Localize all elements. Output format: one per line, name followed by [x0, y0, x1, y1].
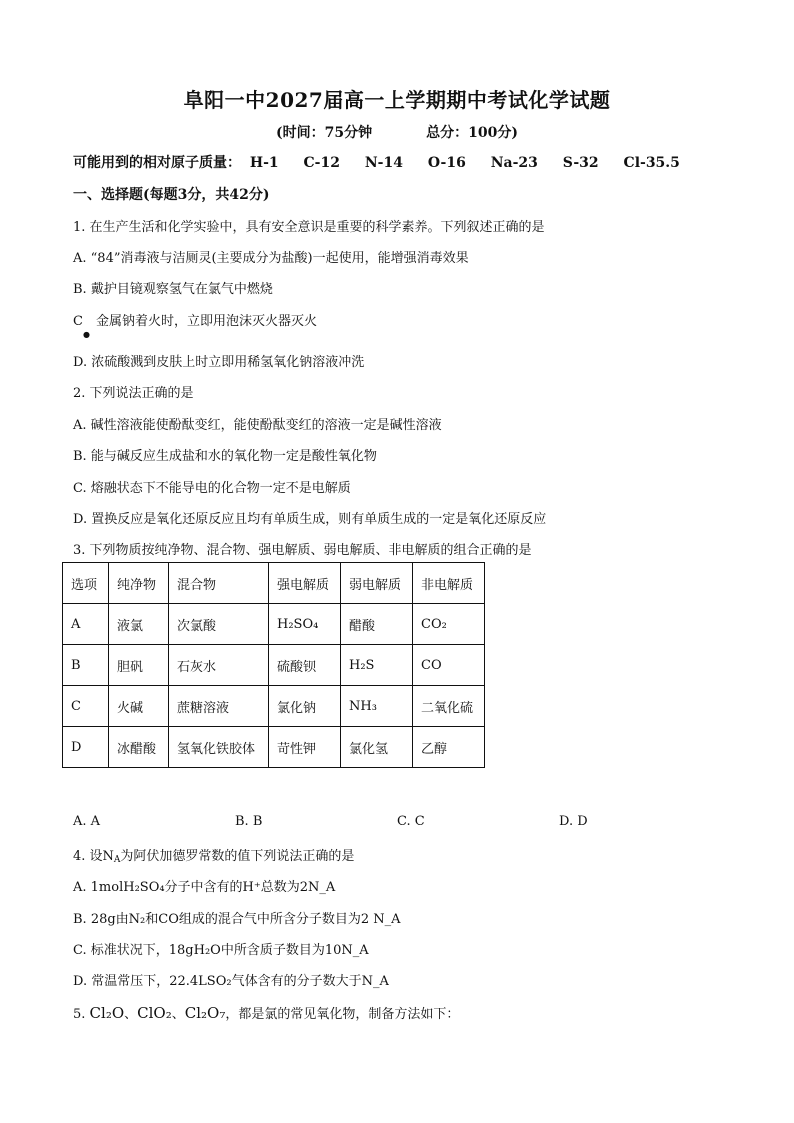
- question-1-option-b: B. 戴护目镜观察氢气在氯气中燃烧: [73, 282, 273, 297]
- exam-time: (时间：75分钟: [276, 125, 373, 141]
- question-4-stem-pre: 4. 设N: [73, 849, 114, 864]
- table-header: 选项: [63, 563, 109, 604]
- question-4-stem: [73, 845, 354, 865]
- question-4-option-c: C. 标准状况下，18gH₂O中所含质子数目为10N_A: [73, 943, 369, 958]
- table-cell: 液氯: [109, 604, 169, 645]
- mass-o: O-16: [427, 155, 466, 171]
- question-4-option-d: D. 常温常压下，22.4LSO₂气体含有的分子数大于N_A: [73, 974, 389, 989]
- table-cell: 火碱: [109, 686, 169, 727]
- question-5-number: 5.: [73, 1007, 86, 1022]
- question-1-option-c: C 金属钠着火时，立即用泡沫灭火器灭火: [73, 314, 317, 329]
- page-title: 阜阳一中2027届高一上学期期中考试化学试题: [183, 88, 611, 112]
- table-header: 非电解质: [413, 563, 485, 604]
- exam-total-score: 总分：100分): [426, 125, 518, 141]
- table-row: [63, 686, 485, 727]
- formula-clo2: ClO₂: [137, 1004, 172, 1022]
- table-cell: C: [63, 686, 109, 727]
- atomic-masses-label: 可能用到的相对原子质量：: [73, 155, 241, 171]
- question-4-stem-post: 为阿伏加德罗常数的值下列说法正确的是: [120, 849, 355, 864]
- question-1-stem: 1. 在生产生活和化学实验中，具有安全意识是重要的科学素养。下列叙述正确的是: [73, 220, 545, 235]
- table-header: 混合物: [169, 563, 269, 604]
- separator: 、: [124, 1007, 138, 1022]
- options-table: [62, 562, 485, 768]
- table-cell: H₂S: [341, 645, 413, 686]
- formula-cl2o7: Cl₂O₇: [184, 1004, 226, 1022]
- table-cell: 苛性钾: [269, 727, 341, 768]
- answer-b: B. B: [235, 814, 263, 829]
- table-cell: CO: [413, 645, 485, 686]
- question-4-option-b: B. 28g由N₂和CO组成的混合气中所含分子数目为2 N_A: [73, 912, 401, 927]
- table-row: [63, 645, 485, 686]
- question-1-option-a: A. “84”消毒液与洁厕灵(主要成分为盐酸)一起使用，能增强消毒效果: [73, 251, 469, 266]
- dot-mark: ●: [83, 330, 90, 339]
- table-cell: A: [63, 604, 109, 645]
- table-cell: 石灰水: [169, 645, 269, 686]
- exam-info: [0, 122, 794, 142]
- table-cell: 蔗糖溶液: [169, 686, 269, 727]
- mass-cl: Cl-35.5: [623, 155, 680, 171]
- table-cell: 氯化钠: [269, 686, 341, 727]
- table-cell: 乙醇: [413, 727, 485, 768]
- separator: 、: [171, 1007, 185, 1022]
- table-cell: CO₂: [413, 604, 485, 645]
- question-4-stem-sub: A: [113, 855, 121, 865]
- atomic-masses: [73, 152, 700, 172]
- table-cell: 硫酸钡: [269, 645, 341, 686]
- table-row: [63, 604, 485, 645]
- table-cell: 胆矾: [109, 645, 169, 686]
- section-heading: 一、选择题(每题3分，共42分): [73, 187, 270, 203]
- question-4-option-a: A. 1molH₂SO₄分子中含有的H⁺总数为2N_A: [73, 880, 336, 895]
- table-cell: B: [63, 645, 109, 686]
- table-header: 纯净物: [109, 563, 169, 604]
- question-3-stem: 3. 下列物质按纯净物、混合物、强电解质、弱电解质、非电解质的组合正确的是: [73, 543, 532, 558]
- question-5-stem: [73, 1003, 459, 1022]
- table-header-row: [63, 563, 485, 604]
- question-2-option-d: D. 置换反应是氧化还原反应且均有单质生成，则有单质生成的一定是氧化还原反应: [73, 512, 547, 527]
- question-2-option-a: A. 碱性溶液能使酚酞变红，能使酚酞变红的溶液一定是碱性溶液: [73, 418, 442, 433]
- question-5-tail: ，都是氯的常见氧化物，制备方法如下：: [225, 1007, 460, 1022]
- table-cell: H₂SO₄: [269, 604, 341, 645]
- question-2-option-b: B. 能与碱反应生成盐和水的氧化物一定是酸性氧化物: [73, 449, 377, 464]
- table-cell: 氯化氢: [341, 727, 413, 768]
- answer-c: C. C: [397, 814, 425, 829]
- table-cell: NH₃: [341, 686, 413, 727]
- mass-s: S-32: [562, 155, 599, 171]
- table-cell: 氢氧化铁胶体: [169, 727, 269, 768]
- question-2-option-c: C. 熔融状态下不能导电的化合物一定不是电解质: [73, 481, 351, 496]
- question-1-option-d: D. 浓硫酸溅到皮肤上时立即用稀氢氧化钠溶液冲洗: [73, 355, 365, 370]
- formula-cl2o: Cl₂O: [89, 1004, 125, 1022]
- answer-d: D. D: [559, 814, 588, 829]
- question-2-stem: 2. 下列说法正确的是: [73, 386, 194, 401]
- table-cell: 次氯酸: [169, 604, 269, 645]
- table-header: 强电解质: [269, 563, 341, 604]
- table-row: [63, 727, 485, 768]
- table-cell: 醋酸: [341, 604, 413, 645]
- table-cell: D: [63, 727, 109, 768]
- mass-na: Na-23: [490, 155, 538, 171]
- table-header: 弱电解质: [341, 563, 413, 604]
- table-cell: 二氧化硫: [413, 686, 485, 727]
- mass-c: C-12: [303, 155, 340, 171]
- answer-a: A. A: [73, 814, 101, 829]
- table-cell: 冰醋酸: [109, 727, 169, 768]
- mass-n: N-14: [364, 155, 403, 171]
- mass-h: H-1: [249, 155, 279, 171]
